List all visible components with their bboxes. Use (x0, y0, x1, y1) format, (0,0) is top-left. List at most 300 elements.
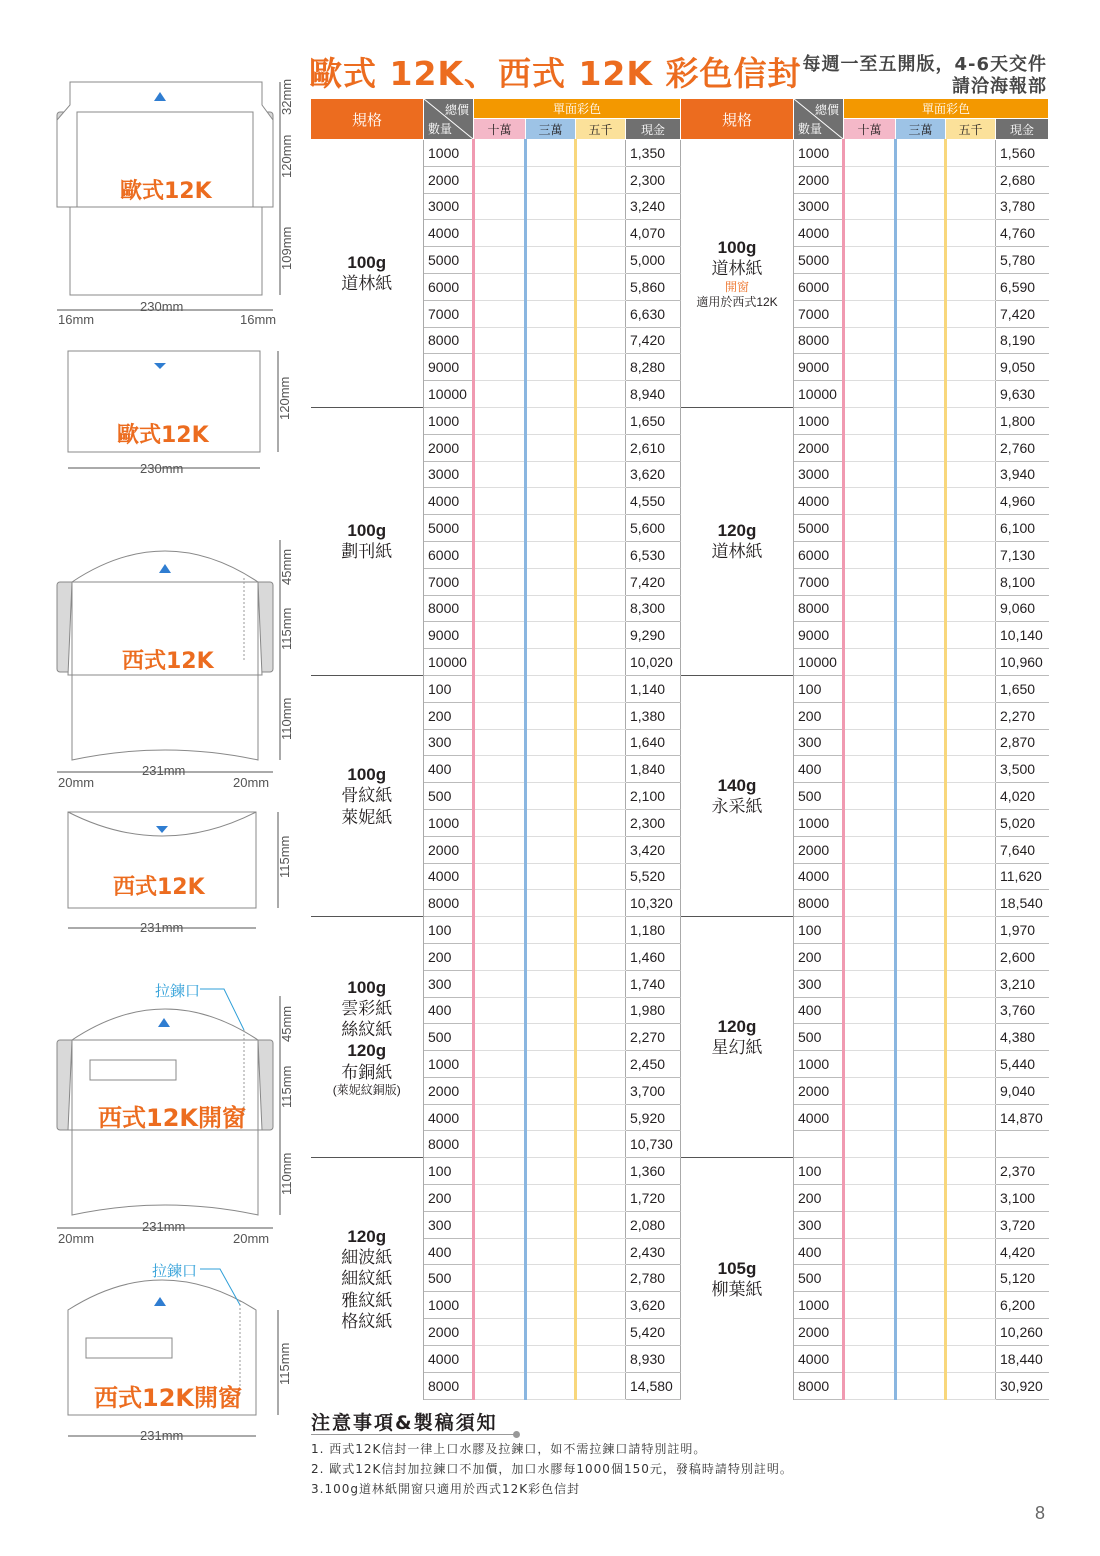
tier-price-cell (896, 381, 946, 408)
tier-price-cell (896, 1077, 946, 1104)
tier-price-cell (946, 1077, 996, 1104)
quantity-cell: 8000 (794, 327, 844, 354)
quantity-cell: 8000 (794, 1372, 844, 1399)
tier-price-cell (946, 327, 996, 354)
tier-price-cell (576, 702, 626, 729)
cash-price-cell: 2,300 (626, 809, 681, 836)
quantity-cell: 8000 (424, 327, 474, 354)
tier-price-cell (844, 729, 896, 756)
tier-price-cell (946, 1238, 996, 1265)
width-dimension: 231mm (142, 1219, 186, 1234)
tier-price-cell (526, 836, 576, 863)
cash-price-cell: 2,370 (996, 1158, 1049, 1185)
cash-price-cell: 1,460 (626, 943, 681, 970)
quantity-cell: 1000 (794, 140, 844, 167)
tier-price-cell (946, 622, 996, 649)
cash-price-cell: 4,070 (626, 220, 681, 247)
cash-price-cell: 1,140 (626, 675, 681, 702)
tier-price-cell (576, 1051, 626, 1078)
tier-price-cell (844, 943, 896, 970)
tier-price-cell (526, 1372, 576, 1399)
tier-price-cell (844, 568, 896, 595)
tier-price-cell (474, 515, 526, 542)
paper-spec-line: 星幻紙 (711, 1038, 763, 1058)
tier-price-cell (946, 461, 996, 488)
tier-price-cell (844, 783, 896, 810)
quantity-cell: 400 (424, 756, 474, 783)
zipper-tab-label: 拉鍊口 (155, 982, 201, 1000)
tier-price-cell (474, 729, 526, 756)
cash-price-cell: 4,420 (996, 1238, 1049, 1265)
tier-price-cell (576, 1211, 626, 1238)
tier-price-cell (946, 997, 996, 1024)
tier-price-cell (946, 1265, 996, 1292)
tier-price-cell (896, 1319, 946, 1346)
cash-price-cell: 6,200 (996, 1292, 1049, 1319)
tier-price-cell (526, 1104, 576, 1131)
cash-price-cell: 3,240 (626, 193, 681, 220)
cash-price-cell: 8,190 (996, 327, 1049, 354)
tier-price-cell (844, 247, 896, 274)
quantity-cell: 200 (424, 1185, 474, 1212)
tier-price-cell (526, 1185, 576, 1212)
quantity-cell: 8000 (424, 890, 474, 917)
tier-price-cell (474, 595, 526, 622)
tier-price-cell (844, 434, 896, 461)
tier-price-cell (844, 702, 896, 729)
tier-price-cell (526, 1051, 576, 1078)
tier-price-cell (526, 407, 576, 434)
tier-price-cell (576, 970, 626, 997)
quantity-cell: 2000 (794, 166, 844, 193)
tier-price-cell (946, 434, 996, 461)
tier-price-cell (526, 943, 576, 970)
bottom-height-dimension: 109mm (279, 226, 294, 270)
quantity-cell: 400 (424, 1238, 474, 1265)
quantity-cell: 400 (794, 1238, 844, 1265)
cash-price-cell: 8,300 (626, 595, 681, 622)
tier-price-cell (946, 1104, 996, 1131)
tier-price-cell (576, 675, 626, 702)
tier-price-cell (946, 783, 996, 810)
tier-price-cell (576, 1131, 626, 1158)
tier-price-cell (844, 1211, 896, 1238)
tier-price-cell (526, 1238, 576, 1265)
tier-price-cell (474, 541, 526, 568)
tier-price-cell (474, 863, 526, 890)
quantity-cell: 300 (794, 970, 844, 997)
envelope-label: 西式12K開窗 (98, 1104, 246, 1132)
quantity-cell: 4000 (794, 1345, 844, 1372)
cash-price-cell: 5,420 (626, 1319, 681, 1346)
width-dimension: 230mm (140, 461, 184, 476)
tier-price-cell (576, 434, 626, 461)
quantity-cell: 300 (424, 970, 474, 997)
tier-price-cell (844, 1265, 896, 1292)
quantity-cell: 2000 (794, 1077, 844, 1104)
tier-price-cell (946, 541, 996, 568)
quantity-cell: 300 (424, 729, 474, 756)
tier-price-cell (474, 649, 526, 676)
tier-price-cell (474, 166, 526, 193)
quantity-cell: 2000 (794, 1319, 844, 1346)
tier-price-cell (526, 1077, 576, 1104)
cash-price-cell: 2,870 (996, 729, 1049, 756)
cash-price-cell: 8,100 (996, 568, 1049, 595)
tier-price-cell (946, 140, 996, 167)
tier-price-cell (474, 568, 526, 595)
tier-price-cell (844, 622, 896, 649)
quantity-cell: 5000 (424, 247, 474, 274)
cash-price-cell: 1,720 (626, 1185, 681, 1212)
tier-price-cell (526, 247, 576, 274)
tier-price-cell (526, 890, 576, 917)
cash-price-cell (996, 1131, 1049, 1158)
cash-price-cell: 1,650 (626, 407, 681, 434)
cash-price-cell: 1,840 (626, 756, 681, 783)
paper-spec-line: 雲彩紙 (341, 998, 393, 1018)
quantity-cell: 1000 (794, 1051, 844, 1078)
cash-header: 現金 (996, 119, 1049, 140)
tier-price-cell (474, 943, 526, 970)
tier-price-cell (474, 1104, 526, 1131)
quantity-cell: 400 (794, 756, 844, 783)
envelope-label: 西式12K (113, 875, 205, 900)
tier-price-cell (896, 595, 946, 622)
quantity-cell: 8000 (424, 1131, 474, 1158)
tier-price-cell (896, 1211, 946, 1238)
cash-price-cell: 3,420 (626, 836, 681, 863)
tier-price-cell (946, 970, 996, 997)
notes-dot (513, 1431, 520, 1438)
paper-spec-cell (681, 1158, 794, 1400)
tier-price-cell (474, 783, 526, 810)
tier-price-cell (844, 1185, 896, 1212)
cash-price-cell: 8,280 (626, 354, 681, 381)
tier-price-cell (526, 327, 576, 354)
cash-price-cell: 1,360 (626, 1158, 681, 1185)
tier-price-cell (844, 756, 896, 783)
cash-price-cell: 1,740 (626, 970, 681, 997)
tier-price-cell (844, 515, 896, 542)
height-dimension: 120mm (277, 376, 292, 420)
tier-price-cell (896, 1372, 946, 1399)
quantity-cell: 9000 (424, 622, 474, 649)
tier-price-cell (474, 488, 526, 515)
tier-price-cell (946, 917, 996, 944)
paper-spec-cell (681, 407, 794, 675)
quantity-cell: 300 (794, 729, 844, 756)
paper-spec-cell (681, 675, 794, 916)
cash-price-cell: 8,930 (626, 1345, 681, 1372)
paper-spec-line: 100g (347, 253, 387, 273)
quantity-cell: 2000 (794, 434, 844, 461)
quantity-cell: 6000 (424, 273, 474, 300)
cash-price-cell: 3,620 (626, 461, 681, 488)
quantity-cell: 200 (794, 702, 844, 729)
tier-price-cell (896, 702, 946, 729)
quantity-cell: 8000 (794, 890, 844, 917)
quantity-cell: 4000 (794, 488, 844, 515)
paper-spec-line: 萊妮紙 (341, 807, 393, 827)
paper-spec-line: 道林紙 (711, 259, 763, 279)
cash-price-cell: 9,060 (996, 595, 1049, 622)
tier-price-cell (896, 1185, 946, 1212)
cash-price-cell: 1,650 (996, 675, 1049, 702)
quantity-cell: 1000 (424, 140, 474, 167)
cash-price-cell: 2,610 (626, 434, 681, 461)
cash-price-cell: 5,020 (996, 809, 1049, 836)
cash-price-cell: 5,000 (626, 247, 681, 274)
tier-price-cell (474, 1345, 526, 1372)
tier-price-cell (946, 836, 996, 863)
quantity-cell: 500 (424, 1265, 474, 1292)
tier-price-cell (474, 220, 526, 247)
tier-price-cell (896, 809, 946, 836)
tier-price-cell (896, 756, 946, 783)
tier-price-cell (896, 515, 946, 542)
cash-header: 現金 (626, 119, 681, 140)
cash-price-cell: 10,960 (996, 649, 1049, 676)
single-side-color-header: 單面彩色 (474, 99, 681, 119)
quantity-cell: 3000 (794, 461, 844, 488)
tier-price-cell (844, 863, 896, 890)
tier-price-cell (946, 1024, 996, 1051)
quantity-cell: 6000 (794, 273, 844, 300)
cash-price-cell: 30,920 (996, 1372, 1049, 1399)
tier-price-cell (526, 193, 576, 220)
quantity-cell: 4000 (794, 1104, 844, 1131)
single-side-color-header: 單面彩色 (844, 99, 1049, 119)
tier-price-cell (576, 1292, 626, 1319)
cash-price-cell: 2,600 (996, 943, 1049, 970)
tier-price-cell (474, 836, 526, 863)
tier-price-cell (844, 595, 896, 622)
height-dimension: 115mm (277, 835, 292, 878)
paper-spec-cell (311, 407, 424, 675)
tier-price-cell (844, 1104, 896, 1131)
bottom-height-dimension: 110mm (279, 1152, 294, 1195)
quantity-cell: 3000 (424, 461, 474, 488)
tier-price-cell (526, 702, 576, 729)
quantity-cell: 2000 (424, 166, 474, 193)
cash-price-cell: 14,870 (996, 1104, 1049, 1131)
tier-price-cell (844, 675, 896, 702)
tier-price-cell (946, 729, 996, 756)
quantity-cell (794, 1131, 844, 1158)
tier-price-cell (896, 434, 946, 461)
tier-5k-header: 五千 (946, 119, 996, 140)
tier-price-cell (896, 1104, 946, 1131)
tier-price-cell (576, 1104, 626, 1131)
tier-price-cell (844, 890, 896, 917)
table-row (311, 1158, 1049, 1185)
paper-spec-line: 格紋紙 (341, 1311, 393, 1331)
quantity-cell: 100 (424, 917, 474, 944)
quantity-cell: 500 (424, 783, 474, 810)
tier-price-cell (844, 1158, 896, 1185)
quantity-cell: 3000 (424, 193, 474, 220)
tier-price-cell (576, 327, 626, 354)
tier-price-cell (474, 327, 526, 354)
cash-price-cell: 2,760 (996, 434, 1049, 461)
cash-price-cell: 1,980 (626, 997, 681, 1024)
quantity-cell: 4000 (794, 863, 844, 890)
cash-price-cell: 3,620 (626, 1292, 681, 1319)
window-note: 開窗 (725, 279, 750, 294)
tier-price-cell (844, 1024, 896, 1051)
tier-price-cell (946, 354, 996, 381)
cash-price-cell: 1,800 (996, 407, 1049, 434)
quantity-cell: 2000 (424, 434, 474, 461)
quantity-cell: 100 (794, 917, 844, 944)
quantity-cell: 10000 (424, 381, 474, 408)
paper-spec-line: 道林紙 (711, 542, 763, 562)
paper-spec-line: 120g (717, 1016, 757, 1036)
flap-height-dimension: 32mm (279, 78, 294, 115)
tier-price-cell (844, 917, 896, 944)
envelope-label: 西式12K開窗 (94, 1384, 242, 1412)
quantity-cell: 8000 (794, 595, 844, 622)
tier-price-cell (844, 970, 896, 997)
tier-price-cell (896, 863, 946, 890)
flap-height-dimension: 45mm (279, 1005, 294, 1042)
cash-price-cell: 2,680 (996, 166, 1049, 193)
table-row (311, 917, 1049, 944)
tier-price-cell (526, 488, 576, 515)
tier-price-cell (474, 1024, 526, 1051)
tier-price-cell (474, 756, 526, 783)
tier-price-cell (844, 273, 896, 300)
tier-price-cell (844, 1051, 896, 1078)
quantity-cell: 10000 (424, 649, 474, 676)
tier-price-cell (844, 1372, 896, 1399)
tier-price-cell (946, 381, 996, 408)
tier-price-cell (576, 836, 626, 863)
quantity-cell: 2000 (794, 836, 844, 863)
tier-price-cell (474, 193, 526, 220)
cash-price-cell: 4,380 (996, 1024, 1049, 1051)
tier-price-cell (526, 970, 576, 997)
tier-price-cell (844, 1077, 896, 1104)
cash-price-cell: 11,620 (996, 863, 1049, 890)
tier-price-cell (844, 1292, 896, 1319)
cash-price-cell: 4,020 (996, 783, 1049, 810)
tier-price-cell (896, 247, 946, 274)
tier-price-cell (526, 541, 576, 568)
left-flap-dimension: 20mm (58, 775, 95, 790)
cash-price-cell: 9,040 (996, 1077, 1049, 1104)
cash-price-cell: 18,540 (996, 890, 1049, 917)
tier-price-cell (844, 1345, 896, 1372)
tier-price-cell (844, 461, 896, 488)
body-height-dimension: 120mm (279, 134, 294, 178)
tier-price-cell (526, 1211, 576, 1238)
tier-price-cell (946, 273, 996, 300)
tier-30k-header: 三萬 (526, 119, 576, 140)
tier-price-cell (526, 1265, 576, 1292)
cash-price-cell: 3,500 (996, 756, 1049, 783)
tier-price-cell (576, 595, 626, 622)
tier-price-cell (896, 220, 946, 247)
tier-price-cell (474, 1131, 526, 1158)
left-flap-dimension: 16mm (58, 312, 95, 327)
zipper-tab-label: 拉鍊口 (152, 1262, 198, 1280)
tier-price-cell (576, 166, 626, 193)
cash-price-cell: 8,940 (626, 381, 681, 408)
envelope-label: 歐式12K (117, 423, 209, 448)
quantity-cell: 200 (424, 702, 474, 729)
cash-price-cell: 7,420 (996, 300, 1049, 327)
quantity-cell: 1000 (424, 1051, 474, 1078)
cash-price-cell: 9,290 (626, 622, 681, 649)
tier-price-cell (526, 809, 576, 836)
tier-price-cell (576, 729, 626, 756)
cash-price-cell: 3,100 (996, 1185, 1049, 1212)
tier-price-cell (946, 1292, 996, 1319)
paper-spec-line: 劃刊紙 (341, 542, 393, 562)
tier-price-cell (896, 1024, 946, 1051)
tier-price-cell (526, 140, 576, 167)
tier-price-cell (576, 1319, 626, 1346)
tier-price-cell (474, 1077, 526, 1104)
tier-price-cell (576, 140, 626, 167)
spec-header: 規格 (311, 99, 424, 140)
tier-price-cell (526, 461, 576, 488)
quantity-cell: 10000 (794, 649, 844, 676)
quantity-cell: 10000 (794, 381, 844, 408)
tier-price-cell (896, 354, 946, 381)
height-dimension: 115mm (277, 1342, 292, 1385)
right-flap-dimension: 16mm (240, 312, 277, 327)
tier-price-cell (474, 809, 526, 836)
tier-price-cell (844, 836, 896, 863)
tier-price-cell (474, 273, 526, 300)
quantity-cell: 1000 (794, 809, 844, 836)
tier-price-cell (474, 1158, 526, 1185)
quantity-cell: 1000 (794, 407, 844, 434)
tier-price-cell (526, 354, 576, 381)
quantity-cell: 1000 (424, 1292, 474, 1319)
tier-price-cell (474, 354, 526, 381)
paper-spec-line: 細紋紙 (341, 1269, 393, 1289)
tier-price-cell (474, 1319, 526, 1346)
tier-price-cell (474, 622, 526, 649)
tier-price-cell (474, 970, 526, 997)
body-height-dimension: 115mm (279, 607, 294, 650)
tier-price-cell (946, 166, 996, 193)
paper-spec-line: 布銅紙 (341, 1062, 393, 1082)
tier-price-cell (946, 1131, 996, 1158)
tier-price-cell (946, 1051, 996, 1078)
cash-price-cell: 5,920 (626, 1104, 681, 1131)
tier-price-cell (946, 488, 996, 515)
paper-spec-line: 細波紙 (341, 1248, 393, 1268)
tier-price-cell (576, 1024, 626, 1051)
tier-price-cell (844, 809, 896, 836)
price-table (310, 98, 1049, 1400)
cash-price-cell: 6,590 (996, 273, 1049, 300)
tier-price-cell (576, 1265, 626, 1292)
tier-price-cell (946, 1211, 996, 1238)
table-row (311, 675, 1049, 702)
cash-price-cell: 2,270 (996, 702, 1049, 729)
tier-price-cell (474, 1051, 526, 1078)
paper-spec-line: 140g (717, 775, 757, 795)
cash-price-cell: 9,630 (996, 381, 1049, 408)
page-title: 歐式 12K、西式 12K 彩色信封 (309, 54, 802, 93)
tier-price-cell (576, 461, 626, 488)
